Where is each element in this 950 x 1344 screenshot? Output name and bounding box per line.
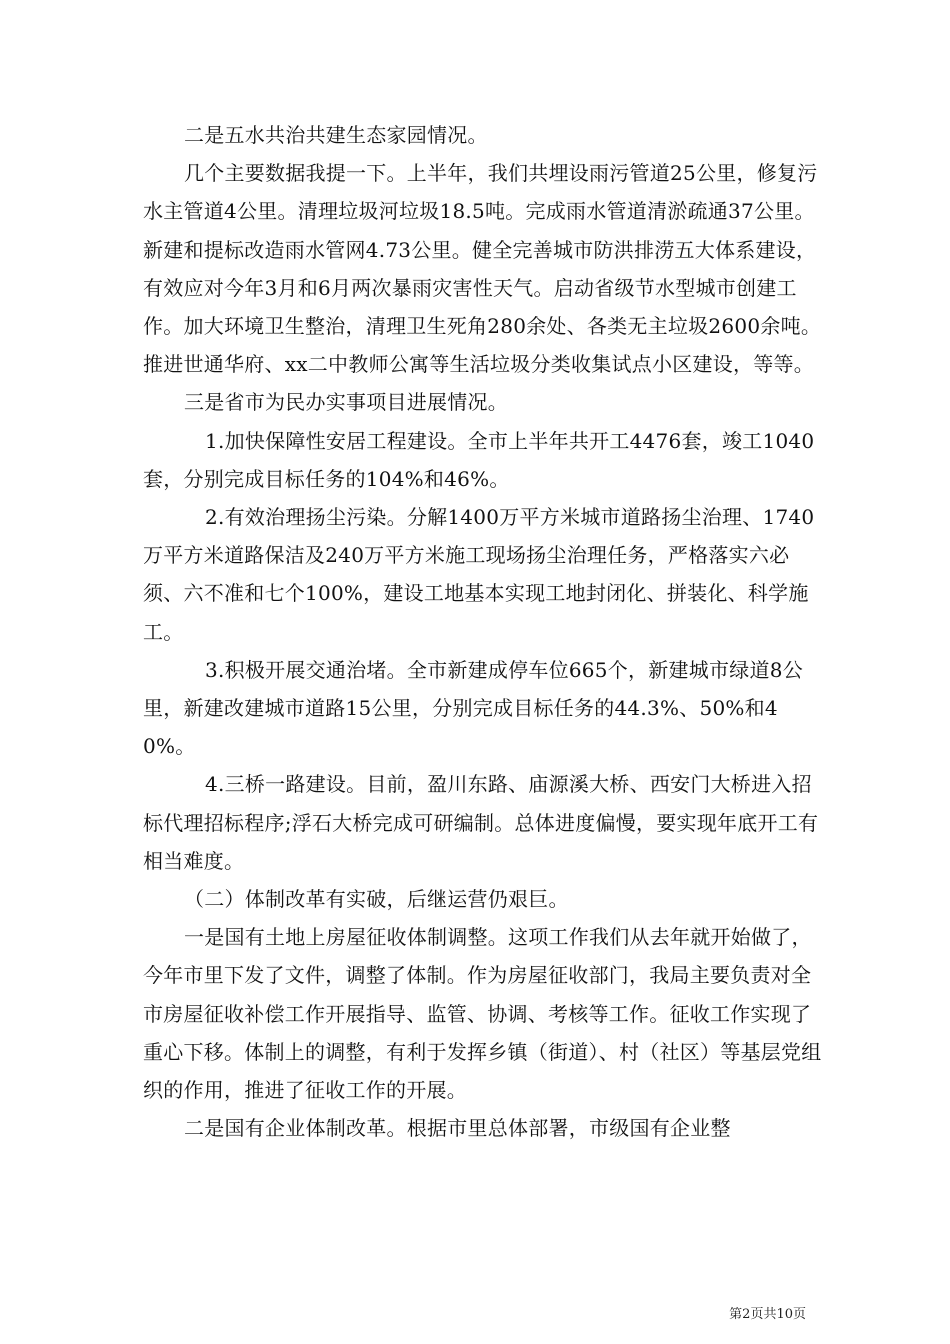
page-number-footer: 第2页共10页 [729,1307,806,1322]
paragraph-main-data: 几个主要数据我提一下。上半年，我们共埋设雨污管道25公里，修复污水主管道4公里。清理垃圾河垃圾18.5吨。完成雨水管道清淤疏通37公里。新建和提标改造雨水管网4.73公里。健全完善城市防洪排涝五大体系建设，有效应对今年3月和6月两次暴雨灾害性天气。启动省级节水型城市创建工作。加大环境卫生整治，清理卫生死角280余处、各类无主垃圾2600余吨。推进世通华府、xx二中教师公寓等生活垃圾分类收集试点小区建设，等等。 [143,161,822,377]
paragraph-item-4-bridges: 4.三桥一路建设。目前，盈川东路、庙源溪大桥、西安门大桥进入招标代理招标程序;浮石大桥完成可研编制。总体进度偏慢，要实现年底开工有相当难度。 [143,772,819,873]
paragraph-item-3-traffic: 3.积极开展交通治堵。全市新建成停车位665个，新建城市绿道8公里，新建改建城市道路15公里，分别完成目标任务的44.3%、50%和40%。 [143,657,803,759]
paragraph-five-water-heading: 二是五水共治共建生态家园情况。 [184,123,488,147]
paragraph-item-2-dust: 2.有效治理扬尘污染。分解1400万平方米城市道路扬尘治理、1740万平方米道路保洁及240万平方米施工现场扬尘治理任务，严格落实六必须、六不准和七个100%，建设工地基本实现工地封闭化、拼装化、科学施工。 [143,505,815,644]
section-heading-reform: （二）体制改革有实破，后继运营仍艰巨。 [184,887,569,912]
paragraph-state-enterprise-reform: 二是国有企业体制改革。根据市里总体部署，市级国有企业整 [184,1116,731,1141]
paragraph-practical-projects-heading: 三是省市为民办实事项目进展情况。 [184,390,508,415]
document-body [143,116,823,1147]
paragraph-house-expropriation: 一是国有土地上房屋征收体制调整。这项工作我们从去年就开始做了，今年市里下发了文件，调整了体制。作为房屋征收部门，我局主要负责对全市房屋征收补偿工作开展指导、监管、协调、考核等工作。征收工作实现了重心下移。体制上的调整，有利于发挥乡镇（街道）、村（社区）等基层党组织的作用，推进了征收工作的开展。 [143,925,822,1103]
paragraph-item-1-housing: 1.加快保障性安居工程建设。全市上半年共开工4476套，竣工1040套，分别完成目标任务的104%和46%。 [143,428,815,491]
